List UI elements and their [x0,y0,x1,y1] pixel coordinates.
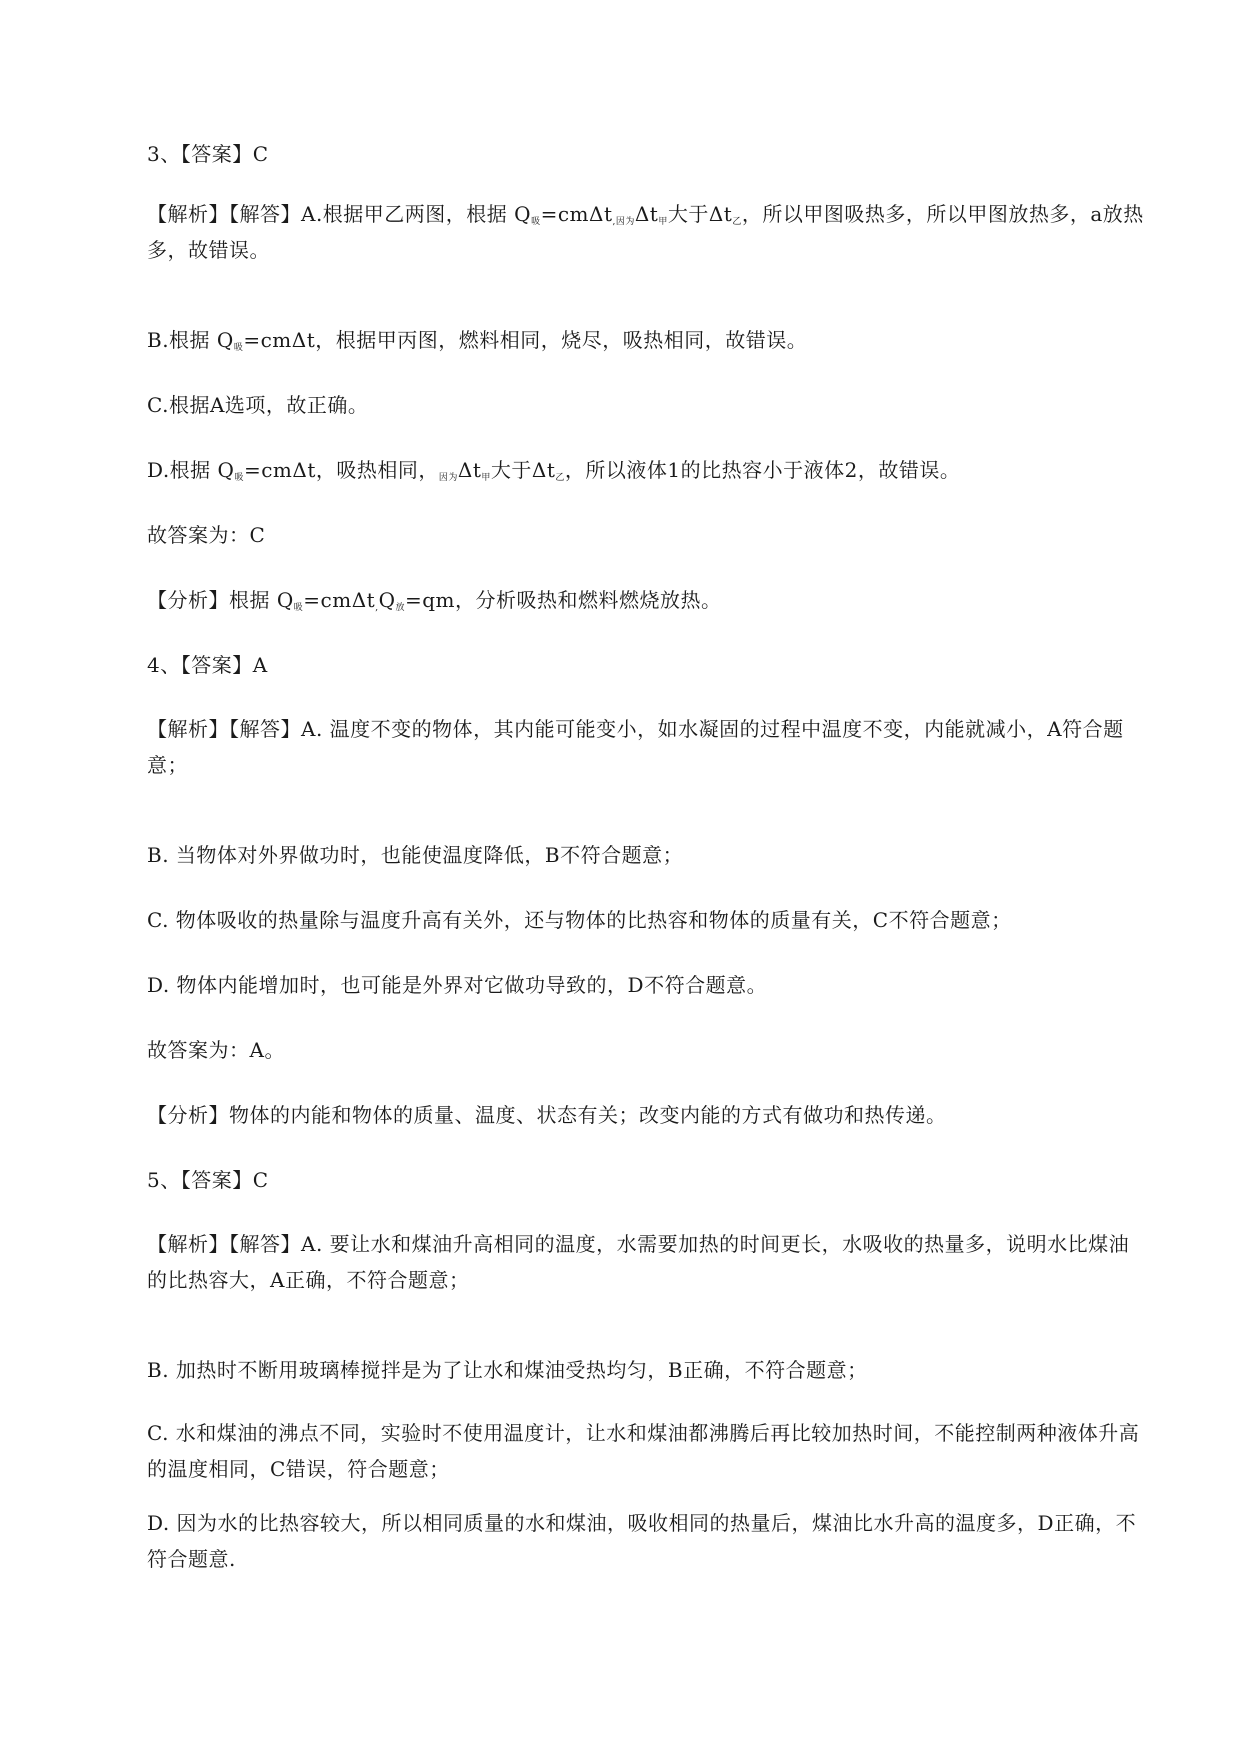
q3-d-text-3: Δt [457,458,482,482]
q4-analysis-c: C. 物体吸收的热量除与温度升高有关外，还与物体的比热容和物体的质量有关，C不符合题意； [147,908,1012,932]
q3-review-text-3: Q [378,588,396,612]
q3-d-text-4: 大于Δt [490,458,556,482]
q5-analysis-b: B. 加热时不断用玻璃棒搅拌是为了让水和煤油受热均匀，B正确，不符合题意； [147,1358,868,1382]
q4-analysis-d: D. 物体内能增加时，也可能是外界对它做功导致的，D不符合题意。 [147,973,768,997]
q5-heading: 5、【答案】C [147,1168,269,1192]
q3-a-sub-4: 乙 [732,217,742,227]
q3-b-text-2: =cmΔt，根据甲丙图，燃料相同，烧尽，吸热相同，故错误。 [243,328,808,352]
q3-heading: 3、【答案】C [147,142,269,166]
q5-analysis-c: C. 水和煤油的沸点不同，实验时不使用温度计，让水和煤油都沸腾后再比较加热时间，不能控制两种液体升高的温度相同，C错误，符合题意； [147,1421,1140,1481]
q3-d-sub-1: 吸 [234,473,244,483]
q3-answer: 故答案为：C [147,523,266,547]
q3-a-sub-3: 甲 [658,217,668,227]
q5-analysis-a: 【解析】【解答】A. 要让水和煤油升高相同的温度，水需要加热的时间更长，水吸收的热量多，说明水比煤油的比热容大，A正确，不符合题意； [147,1232,1130,1292]
q3-a-text-1: 【解析】【解答】A.根据甲乙两图，根据 Q [147,202,532,226]
q4-analysis-a: 【解析】【解答】A. 温度不变的物体，其内能可能变小，如水凝固的过程中温度不变，内能就减小，A符合题意； [147,717,1124,777]
q3-d-text-5: ，所以液体1的比热容小于液体2，故错误。 [564,458,961,482]
q4-review: 【分析】物体的内能和物体的质量、温度、状态有关；改变内能的方式有做功和热传递。 [147,1103,947,1127]
q3-d-text-2: =cmΔt，吸热相同， [243,458,439,482]
q5-analysis-d: D. 因为水的比热容较大，所以相同质量的水和煤油，吸收相同的热量后，煤油比水升高的温度多，D正确，不符合题意. [147,1511,1137,1571]
q3-review-sub-2: , [375,603,379,613]
q3-analysis-a [147,196,1147,268]
q3-a-text-3: Δt [634,202,659,226]
q3-analysis-b [147,322,1147,358]
q3-analysis-d [147,452,1147,488]
q3-analysis-c: C.根据A选项，故正确。 [147,393,369,417]
q3-b-sub-1: 吸 [233,343,244,353]
q3-d-sub-3: 甲 [481,473,491,483]
q3-review-sub-3: 放 [395,603,405,613]
q3-review-text-4: =qm，分析吸热和燃料燃烧放热。 [404,588,722,612]
q3-a-text-5: ，所以甲图吸热多，所以甲图放热多，a放热多，故错误。 [147,202,1144,262]
q3-a-text-4: 大于Δt [667,202,733,226]
q3-a-sub-1: 吸 [531,217,541,227]
q3-a-sub-2: ,因为 [612,217,635,227]
q3-review-sub-1: 吸 [293,603,304,613]
q4-analysis-b: B. 当物体对外界做功时，也能使温度降低，B不符合题意； [147,843,684,867]
q3-d-text-1: D.根据 Q [147,458,235,482]
q3-review-text-2: =cmΔt [303,588,376,612]
q4-heading: 4、【答案】A [147,653,268,677]
q3-d-sub-2: 因为 [438,473,458,483]
q4-answer: 故答案为：A。 [147,1038,285,1062]
q3-review-text-1: 【分析】根据 Q [147,588,294,612]
q3-review [147,582,1147,618]
q3-a-text-2: =cmΔt [540,202,613,226]
q3-d-sub-4: 乙 [555,473,565,483]
q3-b-text-1: B.根据 Q [147,328,234,352]
